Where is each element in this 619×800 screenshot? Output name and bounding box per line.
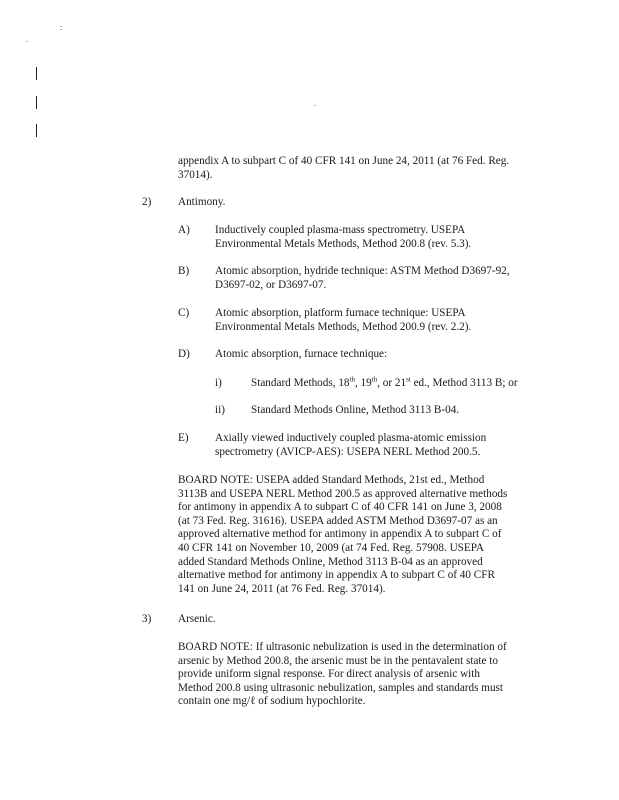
subitem-text: Inductively coupled plasma-mass spectrometry. USEPA — [215, 224, 466, 236]
subitem-label: B) — [178, 265, 190, 277]
board-note-line: alternative method for antimony in appendix A to subpart C of 40 CFR — [178, 569, 495, 582]
subitem-text: spectrometry (AVICP-AES): USEPA NERL Method 200.5. — [215, 446, 481, 458]
subitem-text: Atomic absorption, furnace technique: — [215, 348, 388, 360]
board-note — [178, 641, 507, 709]
board-note-line: contain one mg/ℓ of sodium hypochlorite. — [178, 695, 366, 708]
board-note-line: 3113B and USEPA NERL Method 200.5 as approved alternative methods — [178, 487, 508, 500]
subsubitem-label: i) — [215, 377, 222, 389]
margin-dot: : — [60, 23, 63, 32]
subitem-text: Axially viewed inductively coupled plasma-atomic emission — [215, 432, 487, 444]
subitem-text: Atomic absorption, platform furnace technique: USEPA — [215, 307, 466, 319]
item-title: Antimony. — [178, 196, 226, 208]
item-number: 2) — [142, 196, 152, 208]
subitem-label: D) — [178, 348, 190, 360]
subitem-text: Environmental Metals Methods, Method 200.8 (rev. 5.3). — [215, 238, 472, 250]
subsubitem-text: Standard Methods, 18th, 19th, or 21st ed., Method 3113 B; or — [251, 375, 518, 389]
board-note-line: Method 200.8 using ultrasonic nebulization, samples and standards must — [178, 681, 504, 694]
board-note-line: added Standard Methods Online, Method 3113 B-04 as an approved — [178, 555, 483, 568]
subitem-text: Atomic absorption, hydride technique: ASTM Method D3697-92, — [215, 265, 510, 277]
margin-dot: . — [26, 35, 28, 44]
intro-line: appendix A to subpart C of 40 CFR 141 on June 24, 2011 (at 76 Fed. Reg. — [178, 155, 510, 167]
subitem-label: C) — [178, 307, 190, 319]
subsubitem-label: ii) — [215, 404, 225, 416]
change-bar — [36, 124, 37, 137]
subsubitem-text: Standard Methods Online, Method 3113 B-04. — [251, 404, 460, 416]
subitem-text: D3697-02, or D3697-07. — [215, 279, 327, 291]
board-note-line: 141 on June 24, 2011 (at 76 Fed. Reg. 37014). — [178, 582, 386, 595]
item-title: Arsenic. — [178, 613, 216, 625]
board-note-line: for antimony in appendix A to subpart C of 40 CFR 141 on June 3, 2008 — [178, 501, 502, 514]
board-note-line: BOARD NOTE: USEPA added Standard Methods, 21st ed., Method — [178, 474, 485, 486]
change-bar — [36, 67, 37, 80]
board-note-line: provide uniform signal response. For direct analysis of arsenic with — [178, 668, 480, 681]
board-note-line: arsenic by Method 200.8, the arsenic must be in the pentavalent state to — [178, 654, 498, 667]
board-note-line: (at 73 Fed. Reg. 31616). USEPA added ASTM Method D3697-07 as an — [178, 514, 498, 527]
subitem-label: A) — [178, 224, 190, 236]
board-note-line: BOARD NOTE: If ultrasonic nebulization is used in the determination of — [178, 641, 507, 653]
margin-dot: . — [314, 99, 316, 108]
change-bar — [36, 96, 37, 109]
subitem-label: E) — [178, 432, 189, 444]
board-note — [178, 474, 507, 596]
board-note-line: approved alternative method for antimony in appendix A to subpart C of — [178, 528, 502, 541]
item-number: 3) — [142, 613, 152, 625]
board-note-line: 40 CFR 141 on November 10, 2009 (at 74 Fed. Reg. 57908. USEPA — [178, 541, 484, 554]
intro-line: 37014). — [178, 169, 213, 181]
subitem-text: Environmental Metals Methods, Method 200.9 (rev. 2.2). — [215, 321, 472, 333]
